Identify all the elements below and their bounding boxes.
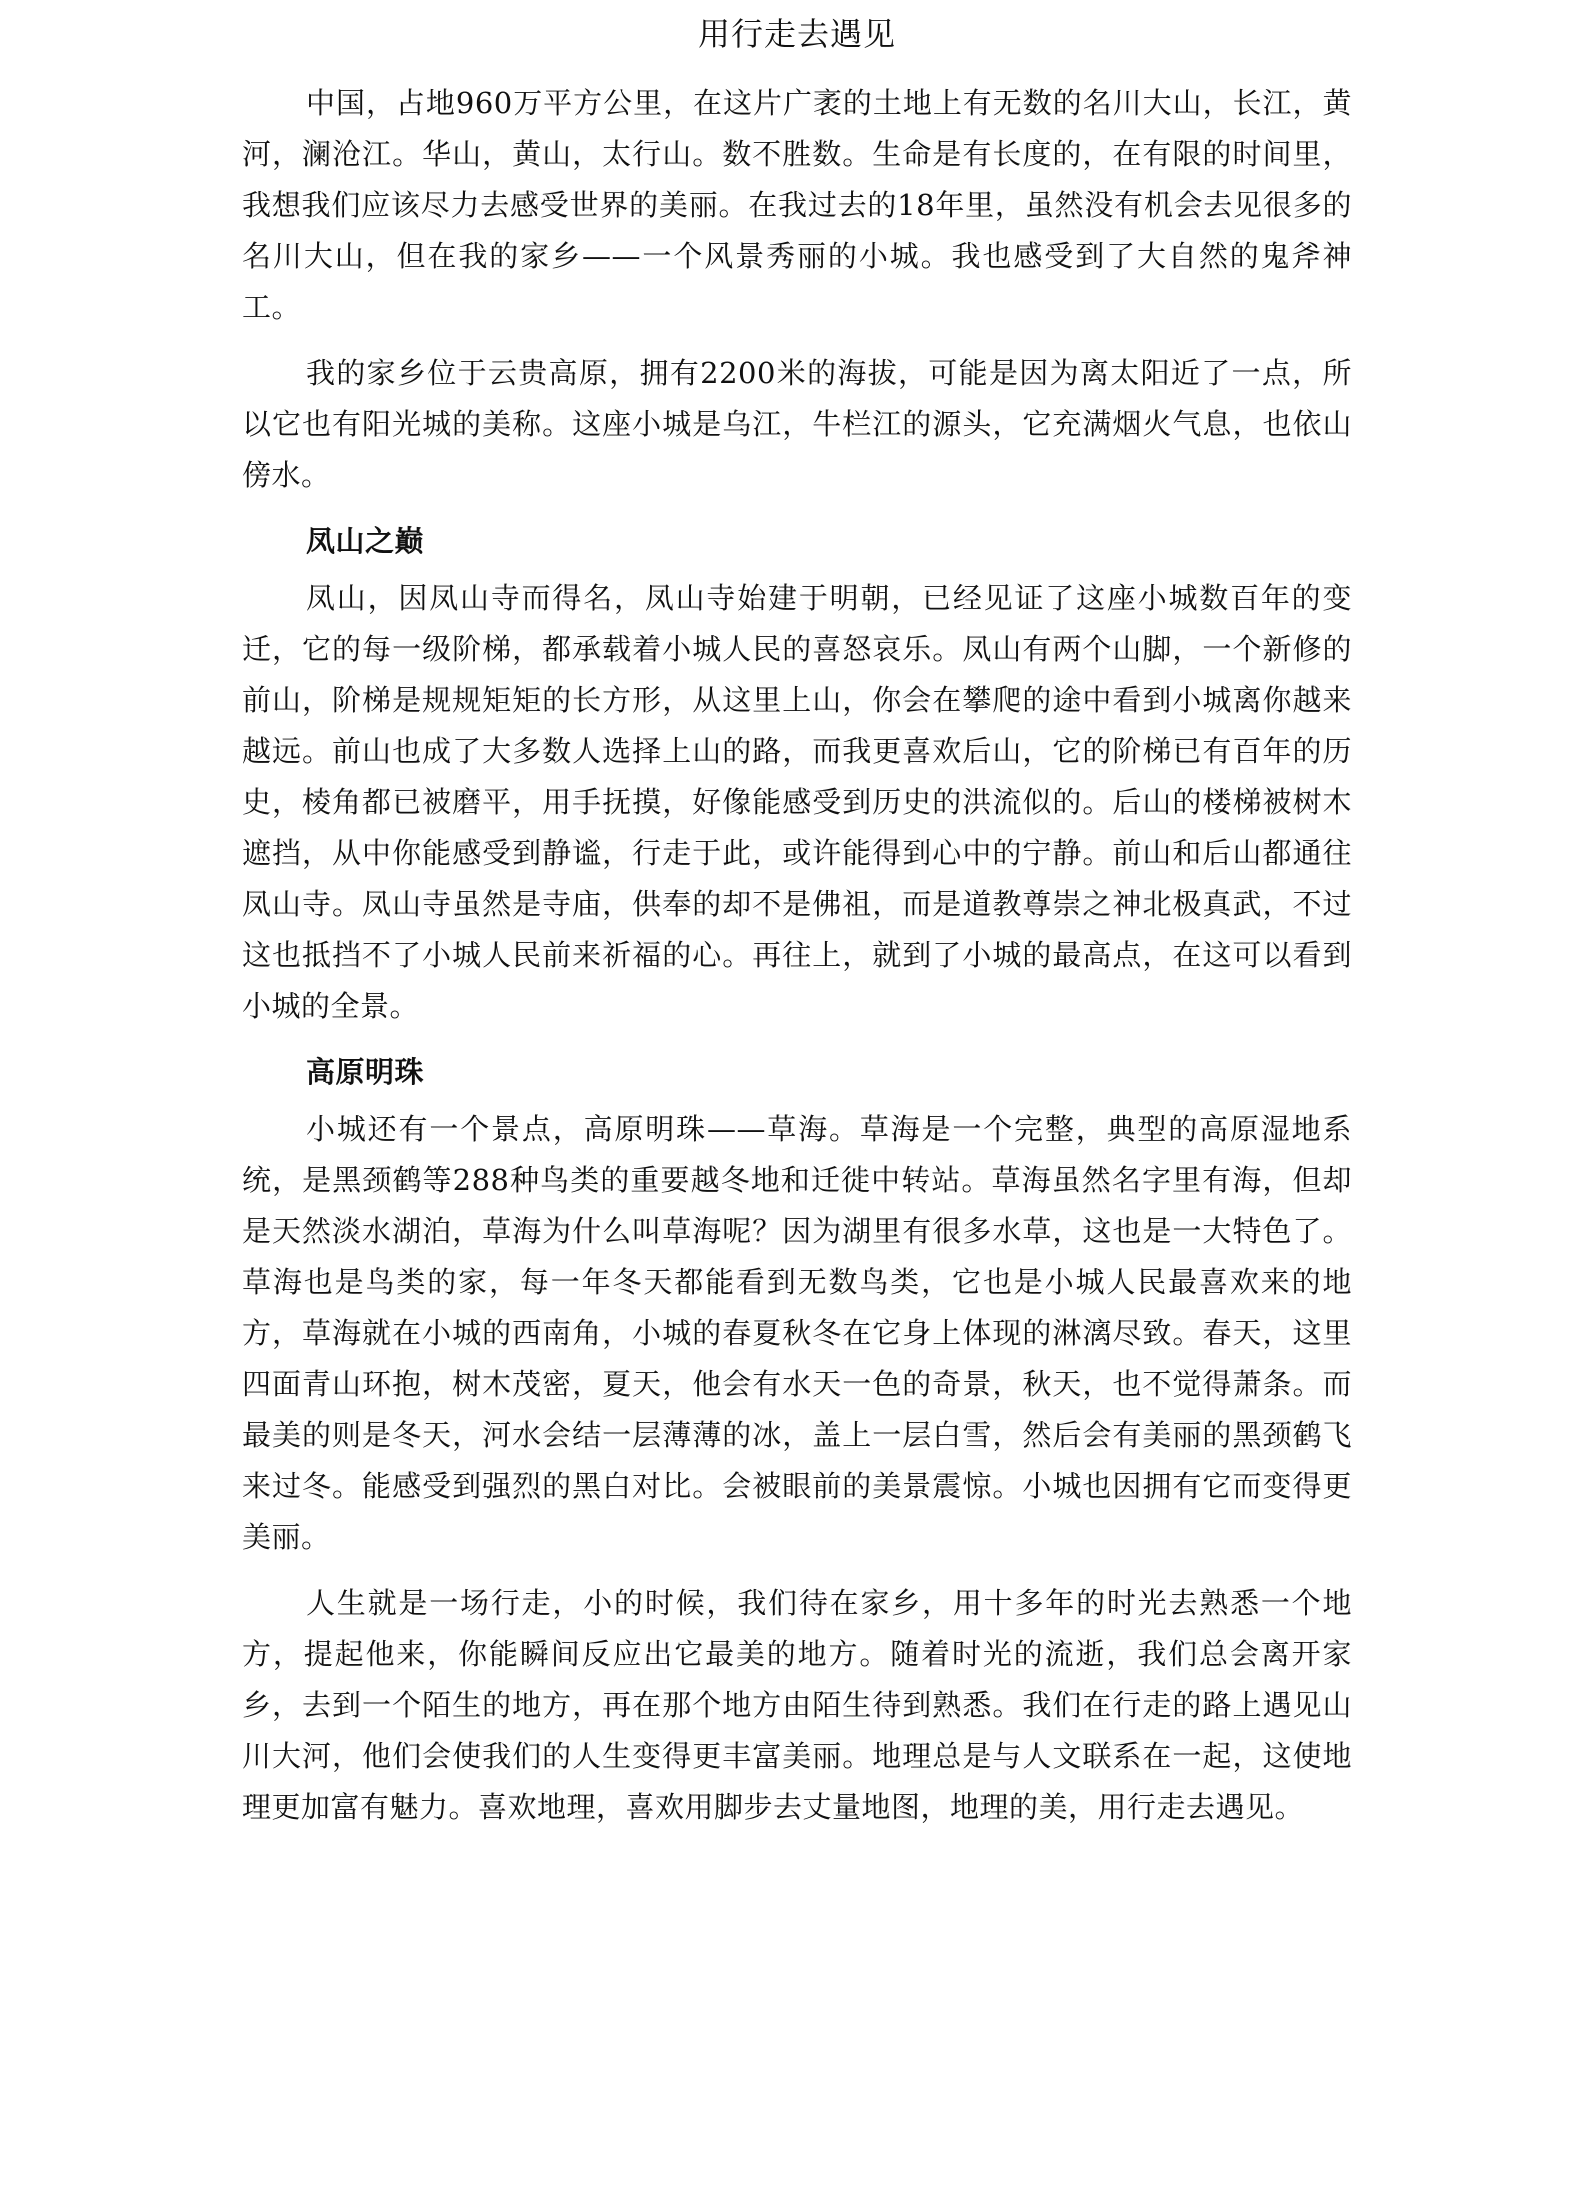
section-heading-fengshan: 凤山之巅 (306, 524, 425, 558)
document-title: 用行走去遇见 (697, 15, 896, 53)
intro-paragraph: 中国，占地960万平方公里，在这片广袤的土地上有无数的名川大山，长江，黄河，澜沧江。华山，黄山，太行山。数不胜数。生命是有长度的，在有限的时间里，我想我们应该尽力去感受世界的美丽。在我过去的18年里，虽然没有机会去见很多的名川大山，但在我的家乡——一个风景秀丽的小城。我也感受到了大自然的鬼斧神工。 (242, 86, 1352, 324)
fengshan-paragraph: 凤山，因凤山寺而得名，凤山寺始建于明朝，已经见证了这座小城数百年的变迁，它的每一级阶梯，都承载着小城人民的喜怒哀乐。凤山有两个山脚，一个新修的前山，阶梯是规规矩矩的长方形，从这里上山，你会在攀爬的途中看到小城离你越来越远。前山也成了大多数人选择上山的路，而我更喜欢后山，它的阶梯已有百年的历史，棱角都已被磨平，用手抚摸，好像能感受到历史的洪流似的。后山的楼梯被树木遮挡，从中你能感受到静谧，行走于此，或许能得到心中的宁静。前山和后山都通往凤山寺。凤山寺虽然是寺庙，供奉的却不是佛祖，而是道教尊崇之神北极真武，不过这也抵挡不了小城人民前来祈福的心。再往上，就到了小城的最高点，在这可以看到小城的全景。 (242, 581, 1352, 1023)
section-heading-caohai: 高原明珠 (306, 1055, 425, 1089)
closing-paragraph: 人生就是一场行走，小的时候，我们待在家乡，用十多年的时光去熟悉一个地方，提起他来，你能瞬间反应出它最美的地方。随着时光的流逝，我们总会离开家乡，去到一个陌生的地方，再在那个地方由陌生待到熟悉。我们在行走的路上遇见山川大河，他们会使我们的人生变得更丰富美丽。地理总是与人文联系在一起，这使地理更加富有魅力。喜欢地理，喜欢用脚步去丈量地图，地理的美，用行走去遇见。 (242, 1586, 1352, 1824)
caohai-paragraph: 小城还有一个景点，高原明珠——草海。草海是一个完整，典型的高原湿地系统，是黑颈鹤等288种鸟类的重要越冬地和迁徙中转站。草海虽然名字里有海，但却是天然淡水湖泊，草海为什么叫草海呢？因为湖里有很多水草，这也是一大特色了。草海也是鸟类的家，每一年冬天都能看到无数鸟类，它也是小城人民最喜欢来的地方，草海就在小城的西南角，小城的春夏秋冬在它身上体现的淋漓尽致。春天，这里四面青山环抱，树木茂密，夏天，他会有水天一色的奇景，秋天，也不觉得萧条。而最美的则是冬天，河水会结一层薄薄的冰，盖上一层白雪，然后会有美丽的黑颈鹤飞来过冬。能感受到强烈的黑白对比。会被眼前的美景震惊。小城也因拥有它而变得更美丽。 (242, 1112, 1352, 1554)
hometown-paragraph: 我的家乡位于云贵高原，拥有2200米的海拔，可能是因为离太阳近了一点，所以它也有阳光城的美称。这座小城是乌江，牛栏江的源头，它充满烟火气息，也依山傍水。 (242, 356, 1352, 492)
document-body (242, 78, 1352, 1848)
